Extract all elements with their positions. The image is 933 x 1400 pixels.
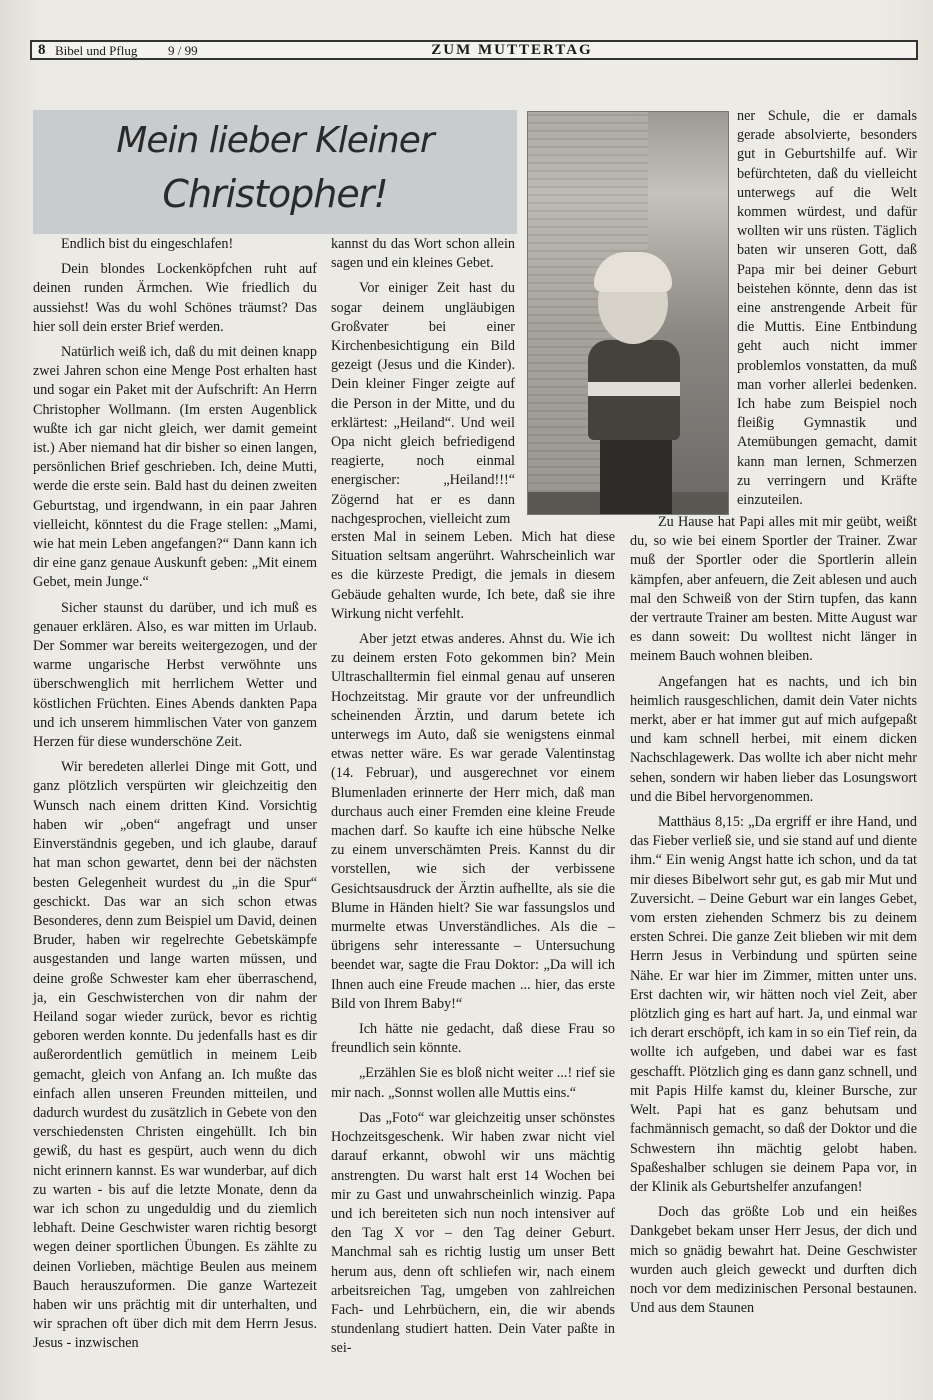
paragraph: ner Schule, die er damals gerade absolvierte, besonders gut in Geburtshilfe auf. Wir befürchteten, daß du vielleicht unterwegs auf die Welt kommen würdest, und dafür wollten wir uns rüsten. Täglich baten wir unseren Gott, daß Papa mir bei deiner Geburt beistehen könnte, denn das ist eine anstrengende Arbeit für die Muttis. Eine Entbindung geht auch nicht immer problemlos vonstatten, da muß man vorher allerlei bedenken. Ich habe zum Beispiel noch fleißig Gymnastik und Atemübungen gemacht, damit kann man lernen, Schmerzen zu verringern und Kräfte einzuteilen.: [737, 108, 917, 509]
article-column-1: [33, 235, 317, 1360]
article-title-line1: Mein lieber Kleiner: [116, 120, 434, 161]
section-title: ZUM MUTTERTAG: [431, 42, 593, 58]
article-column-3-bottom: [630, 513, 917, 1324]
issue-number: 9 / 99: [168, 43, 198, 58]
paragraph: Angefangen hat es nachts, und ich bin heimlich rausgeschlichen, damit dein Vater nichts merkt, aber er hat immer gut auf mich aufgepaßt und kam schnell herbei, mit einem dicken Nachschlagewerk. Das wollte ich aber nicht mehr sehen, sondern wir haben lieber das Losungswort und die Bibel hervorgenommen.: [630, 673, 917, 805]
paragraph: ersten Mal in seinem Leben. Mich hat diese Situation seltsam angerührt. Wahrscheinlich war es die kürzeste Predigt, die jemals in diesem Gebäude gehalten wurde, Ich bete, daß sie ihre Wirkung nicht verfehlt.: [331, 529, 615, 622]
paragraph: kannst du das Wort schon allein sagen und ein kleines Gebet.: [331, 236, 515, 272]
paragraph: Aber jetzt etwas anderes. Ahnst du. Wie ich zu deinem ersten Foto gekommen bin? Mein Ultraschalltermin fiel einmal genau auf unseren Hochzeitstag. Mir graute vor der unfreundlich scheinenden Ärztin, und darum betete ich unterwegs im Auto, daß sie wenigstens einmal etwas netter wäre. Es war gerade Valentinstag (14. Februar), und ausgerechnet vor einem Blumenladen erinnerte der Herr mich, daß man durchaus auch einer Fremden eine kleine Freude machen darf. So kaufte ich eine hübsche Nelke zu einem unverschämten Preis. Kannst du dir vorstellen, wie sich der verbissene Gesichtsausdruck der Ärztin aufhellte, als sie die Blume in Händen hielt? Sie war fassungslos und murmelte etwas Unverständliches. Als die – übrigens sehr interessante – Untersuchung beendet war, sagte die Frau Doktor: „Da will ich Ihnen auch eine Freude machen ... hier, das erste Bild von Ihrem Baby!“: [331, 631, 615, 1012]
paragraph: Natürlich weiß ich, daß du mit deinen knapp zwei Jahren schon eine Menge Post erhalten hast und sogar ein Paket mit der Aufschrift: An Herrn Christopher Wollmann. (Im ersten Augenblick wußte ich gar nicht gleich, wer damit gemeint ist.) Aber niemand hat dir bisher so einen langen, persönlichen Brief geschrieben. Ich, deine Mutti, werde die erste sein. Bald hast du deinen zweiten Geburtstag, und irgendwann, in ein paar Jahren vielleicht, könntest du die Frage stellen: „Mami, wie hat mein Leben angefangen?“ Dann kann ich dir eine ganz genaue Auskunft geben: „Mit einem Gebet, mein Junge.“: [33, 344, 317, 591]
paragraph: Endlich bist du eingeschlafen!: [61, 236, 234, 252]
paragraph: Wir beredeten allerlei Dinge mit Gott, und ganz plötzlich verspürten wir gleichzeitig den Wunsch nach einem dritten Kind. Vorsichtig haben wir „oben“ angefragt und unser Einverständnis gegeben, und ich glaube, darauf hat man schon gewartet, denn bei der nächsten besten Gelegenheit wurdest du „in die Spur“ geschickt. Das war an sich schon etwas Besonderes, denn zum Beispiel um David, deinen Bruder, haben wir regelrechte Gebetskämpfe ausgestanden und lange warten müssen, und deine große Schwester kam eher überraschend, ja, ein Geschwisterchen von dir nahm der Heiland sogar wieder zurück, bevor es richtig geboren werden konnte. Du jedenfalls hast es dir außerordentlich gemütlich in meinem Leib gemacht, gleich von Anfang an. Ich mußte das einfach allen unseren Freunden mitteilen, und dadurch wurdest du zusätzlich in Gebete von den verschiedensten Christen eingehüllt. Ich bin gewiß, du hast es gespürt, auch wenn du dich nicht erinnern kannst. Es war wunderbar, auf dich zu warten - bis auf die letzte Monate, denn da war ich schon zu ungeduldig und du ziemlich lebhaft. Deine Geschwister waren richtig besorgt wegen deiner sportlichen Übungen. Es zählte zu deinen Vorlieben, mächtige Beulen aus meinem Bauch herauszuformen. Die ganze Wartezeit haben wir uns prächtig mit dir unterhalten, und wir sprachen oft über dich mit dem Herrn Jesus. Jesus - inzwischen: [33, 759, 317, 1352]
publication-name: Bibel und Pflug: [55, 43, 138, 58]
paragraph: Das „Foto“ war gleichzeitig unser schönstes Hochzeitsgeschenk. Wir haben zwar nicht viel darauf erkannt, obwohl wir uns mächtig anstrengten. Du warst halt erst 14 Wochen bei mir zu Gast und unwahrscheinlich winzig. Papa und ich bereiteten sich nun noch intensiver auf den Tag X vor – den Tag deiner Geburt. Manchmal sah es richtig lustig um unser Bett herum aus, denn oft schliefen wir, nach einem arbeitsreichen Tag, umgeben von zahlreichen Fach- und Lehrbüchern, ein, die wir abends stundenlang studiert hatten. Dein Vater paßte in sei-: [331, 1109, 615, 1357]
article-column-3-top: [737, 107, 917, 516]
paragraph: Dein blondes Lockenköpfchen ruht auf deinen runden Ärmchen. Wie friedlich du aussiehst! Was du wohl Schönes träumst? Das hier soll dein erster Brief werden.: [33, 261, 317, 335]
paragraph: Sicher staunst du darüber, und ich muß es genauer erklären. Also, es war mitten im Urlaub. Der Sommer war bereits weitergezogen, und der warme ungarische Herbst verwöhnte uns überschwenglich mit herrlichem Wetter und köstlichen Früchten. Eines Abends dankten Papa und ich unserem himmlischen Vater von ganzem Herzen für diese wunderschöne Zeit.: [33, 599, 317, 751]
article-column-2-bottom: [331, 528, 615, 1365]
article-column-2-top: [331, 235, 515, 535]
paragraph: Matthäus 8,15: „Da ergriff er ihre Hand, und das Fieber verließ sie, und sie stand auf und diente ihm.“ Ein wenig Angst hatte ich schon, und da tat mir dieses Bibelwort sehr gut, es gab mir Mut und Zuversicht. – Deine Geburt war ein langes Gebet, vom ersten ziehenden Schmerz bis zu deinem ersten Schrei. Die ganze Zeit blieben wir mit dem Herrn Jesus in Verbindung und spürten seine Nähe. Er war hier im Zimmer, mitten unter uns. Erst dachten wir, wir hätten noch viel Zeit, aber plötzlich ging es hart auf hart. Ja, und einmal war ich derart erschöpft, ich kam in so ein Tief rein, da wollte ich aufgeben, und dabei war es fast geschafft. Plötzlich ging es dann ganz schnell, und mit Papis Hilfe kamst du, kleiner Bursche, zur Welt. Papi hat es ganz behutsam und fachmännisch gemacht, so daß der Doktor und die Schwestern ihn mächtig gelobt haben. Spaßeshalber schlugen sie deinem Papa vor, in der Klinik als Geburtshelfer anzufangen!: [630, 814, 917, 1195]
page-header: [30, 40, 918, 60]
page-number: 8: [38, 42, 46, 58]
paragraph: Doch das größte Lob und ein heißes Dankgebet bekam unser Herr Jesus, der dich und mich so gnädig bewahrt hat. Deine Geschwister wurden auch gleich geweckt und durften dich noch vor dem medizinischen Personal bestaunen. Und aus dem Staunen: [630, 1204, 917, 1317]
paragraph: Zu Hause hat Papi alles mit mir geübt, weißt du, so wie bei einem Sportler der Trainer. Zwar muß der Sportler oder die Sportlerin allein kämpfen, aber anfeuern, die Zeit ablesen und auch mal den Schweiß von der Stirn tupfen, das kann der vertraute Trainer am besten. Mitte August war es dann soweit: Du wolltest nicht länger in meinem Bauch wohnen bleiben.: [630, 514, 917, 665]
paragraph: Ich hätte nie gedacht, daß diese Frau so freundlich sein könnte.: [331, 1021, 615, 1057]
article-title-box: [33, 110, 517, 234]
child-photo-icon: [527, 111, 729, 515]
paragraph: „Erzählen Sie es bloß nicht weiter ...! rief sie mir nach. „Sonnst wollen alle Muttis eins.“: [331, 1065, 615, 1101]
paragraph: Vor einiger Zeit hast du sogar deinem ungläubigen Großvater bei einer Kirchenbesichtigung ein Bild gezeigt (Jesus und die Kinder). Dein kleiner Finger zeigte auf die Person in der Mitte, und du erklärtest: „Heiland“. Und weil Opa nicht gleich befriedigend reagierte, noch einmal energischer: „Heiland!!!“ Zögernd hat er es dann nachgesprochen, vielleicht zum: [331, 280, 515, 527]
article-title-line2: Christopher!: [162, 172, 388, 216]
